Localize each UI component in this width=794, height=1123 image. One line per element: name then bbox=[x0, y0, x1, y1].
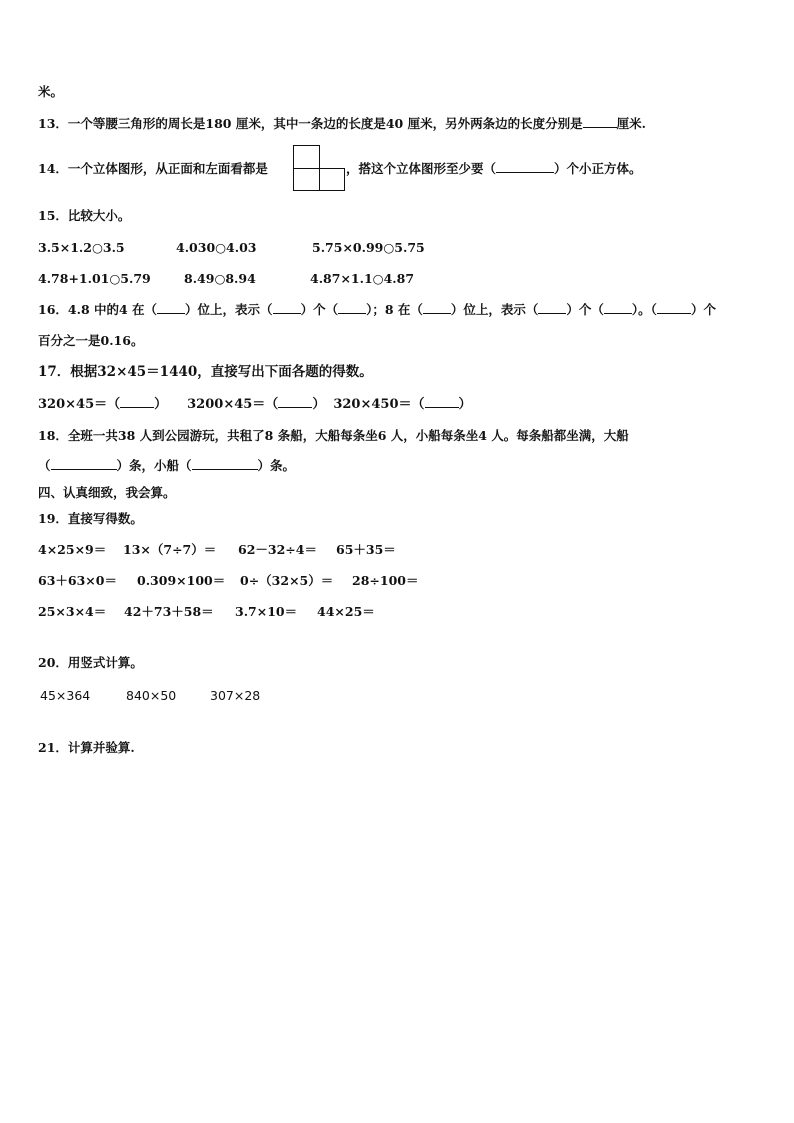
q18-seg-1: （ bbox=[38, 458, 51, 473]
q19-r3-c1: 25×3×4＝ bbox=[38, 604, 107, 619]
q18-blank-big[interactable] bbox=[51, 458, 117, 470]
q16-seg-7: ）。（ bbox=[631, 302, 657, 317]
q16-seg-4: ）；8 在（ bbox=[366, 302, 423, 317]
q19-r3-c2: 42＋73＋58＝ bbox=[124, 604, 214, 619]
q17-item-2: 3200×45＝（ bbox=[187, 397, 279, 412]
q14-text-c: ）个小正方体。 bbox=[554, 161, 642, 176]
q17-close-3: ） bbox=[458, 397, 472, 412]
q19-title: 19．直接写得数。 bbox=[38, 511, 143, 526]
q14-text-b: ，搭这个立体图形至少要（ bbox=[346, 161, 497, 176]
q19-r1-c2: 13×（7÷7）＝ bbox=[123, 542, 217, 557]
q18-seg-3: ）条。 bbox=[257, 458, 296, 473]
q13-text: 13．一个等腰三角形的周长是180 厘米，其中一条边的长度是40 厘米，另外两条边的长度分别是 bbox=[38, 116, 583, 131]
q18-blank-small[interactable] bbox=[192, 458, 258, 470]
q19-r1-c4: 65＋35＝ bbox=[336, 542, 396, 557]
q14-text-a: 14．一个立体图形，从正面和左面看都是 bbox=[38, 161, 268, 176]
q17-title: 17．根据32×45＝1440，直接写出下面各题的得数。 bbox=[38, 364, 373, 380]
q16-blank-7[interactable] bbox=[657, 302, 691, 314]
q16-seg-3: ）个（ bbox=[300, 302, 339, 317]
q17-blank-2[interactable] bbox=[278, 396, 312, 408]
q16-blank-3[interactable] bbox=[338, 302, 366, 314]
q17-blank-1[interactable] bbox=[120, 396, 154, 408]
q17-close-1: ） bbox=[154, 397, 168, 412]
q18-seg-2: ）条，小船（ bbox=[116, 458, 192, 473]
q17-item-3: 320×450＝（ bbox=[333, 397, 425, 412]
q19-r2-c3: 0÷（32×5）＝ bbox=[240, 573, 334, 588]
q20-item-2: 840×50 bbox=[126, 688, 177, 703]
q20-item-3: 307×28 bbox=[210, 688, 261, 703]
q20-item-1: 45×364 bbox=[40, 688, 91, 703]
q16-seg-2: ）位上，表示（ bbox=[185, 302, 273, 317]
q19-r2-c2: 0.309×100＝ bbox=[137, 573, 226, 588]
q19-r2-c1: 63＋63×0＝ bbox=[38, 573, 117, 588]
q16-blank-1[interactable] bbox=[157, 302, 185, 314]
q16-seg-5: ）位上，表示（ bbox=[450, 302, 539, 317]
q16-seg-6: ）个（ bbox=[566, 302, 604, 317]
q15-r1-c2: 4.030○4.03 bbox=[176, 240, 257, 255]
q20-title: 20．用竖式计算。 bbox=[38, 655, 143, 670]
q19-r1-c3: 62－32÷4＝ bbox=[238, 542, 317, 557]
q15-r2-c3: 4.87×1.1○4.87 bbox=[310, 271, 415, 286]
q12-tail: 米。 bbox=[38, 84, 64, 99]
q15-r2-c2: 8.49○8.94 bbox=[184, 271, 256, 286]
q17-item-1: 320×45＝（ bbox=[38, 397, 121, 412]
q18-line2 bbox=[38, 458, 295, 474]
question-13 bbox=[38, 116, 646, 132]
q19-r3-c4: 44×25＝ bbox=[317, 604, 375, 619]
section-4-heading: 四、认真细致，我会算。 bbox=[38, 485, 176, 500]
q13-answer-blank[interactable] bbox=[583, 116, 617, 128]
l-shape-view-figure bbox=[293, 145, 345, 191]
q19-r1-c1: 4×25×9＝ bbox=[38, 542, 107, 557]
q19-r2-c4: 28÷100＝ bbox=[352, 573, 419, 588]
q17-blank-3[interactable] bbox=[425, 396, 459, 408]
q14-answer-blank[interactable] bbox=[496, 161, 554, 173]
q15-r2-c1: 4.78+1.01○5.79 bbox=[38, 271, 151, 286]
q16-blank-2[interactable] bbox=[273, 302, 301, 314]
q18-line1: 18．全班一共38 人到公园游玩，共租了8 条船，大船每条坐6 人，小船每条坐4 人。每条船都坐满，大船 bbox=[38, 428, 629, 443]
q16-blank-4[interactable] bbox=[423, 302, 451, 314]
question-14-cont bbox=[346, 161, 642, 177]
q16-blank-5[interactable] bbox=[538, 302, 566, 314]
q16-seg-8: ）个 bbox=[690, 302, 716, 317]
q16-line2: 百分之一是0.16。 bbox=[38, 333, 144, 348]
q16-blank-6[interactable] bbox=[604, 302, 632, 314]
question-16-line1 bbox=[38, 302, 716, 318]
q13-unit: 厘米. bbox=[616, 116, 646, 131]
q19-r3-c3: 3.7×10＝ bbox=[235, 604, 298, 619]
q17-items bbox=[38, 396, 472, 413]
q15-title: 15．比较大小。 bbox=[38, 208, 131, 223]
q21-title: 21．计算并验算. bbox=[38, 740, 135, 755]
question-14 bbox=[38, 161, 268, 177]
q16-seg-1: 16．4.8 中的4 在（ bbox=[38, 302, 158, 317]
q15-r1-c3: 5.75×0.99○5.75 bbox=[312, 240, 425, 255]
q17-close-2: ） bbox=[312, 397, 326, 412]
q15-r1-c1: 3.5×1.2○3.5 bbox=[38, 240, 125, 255]
